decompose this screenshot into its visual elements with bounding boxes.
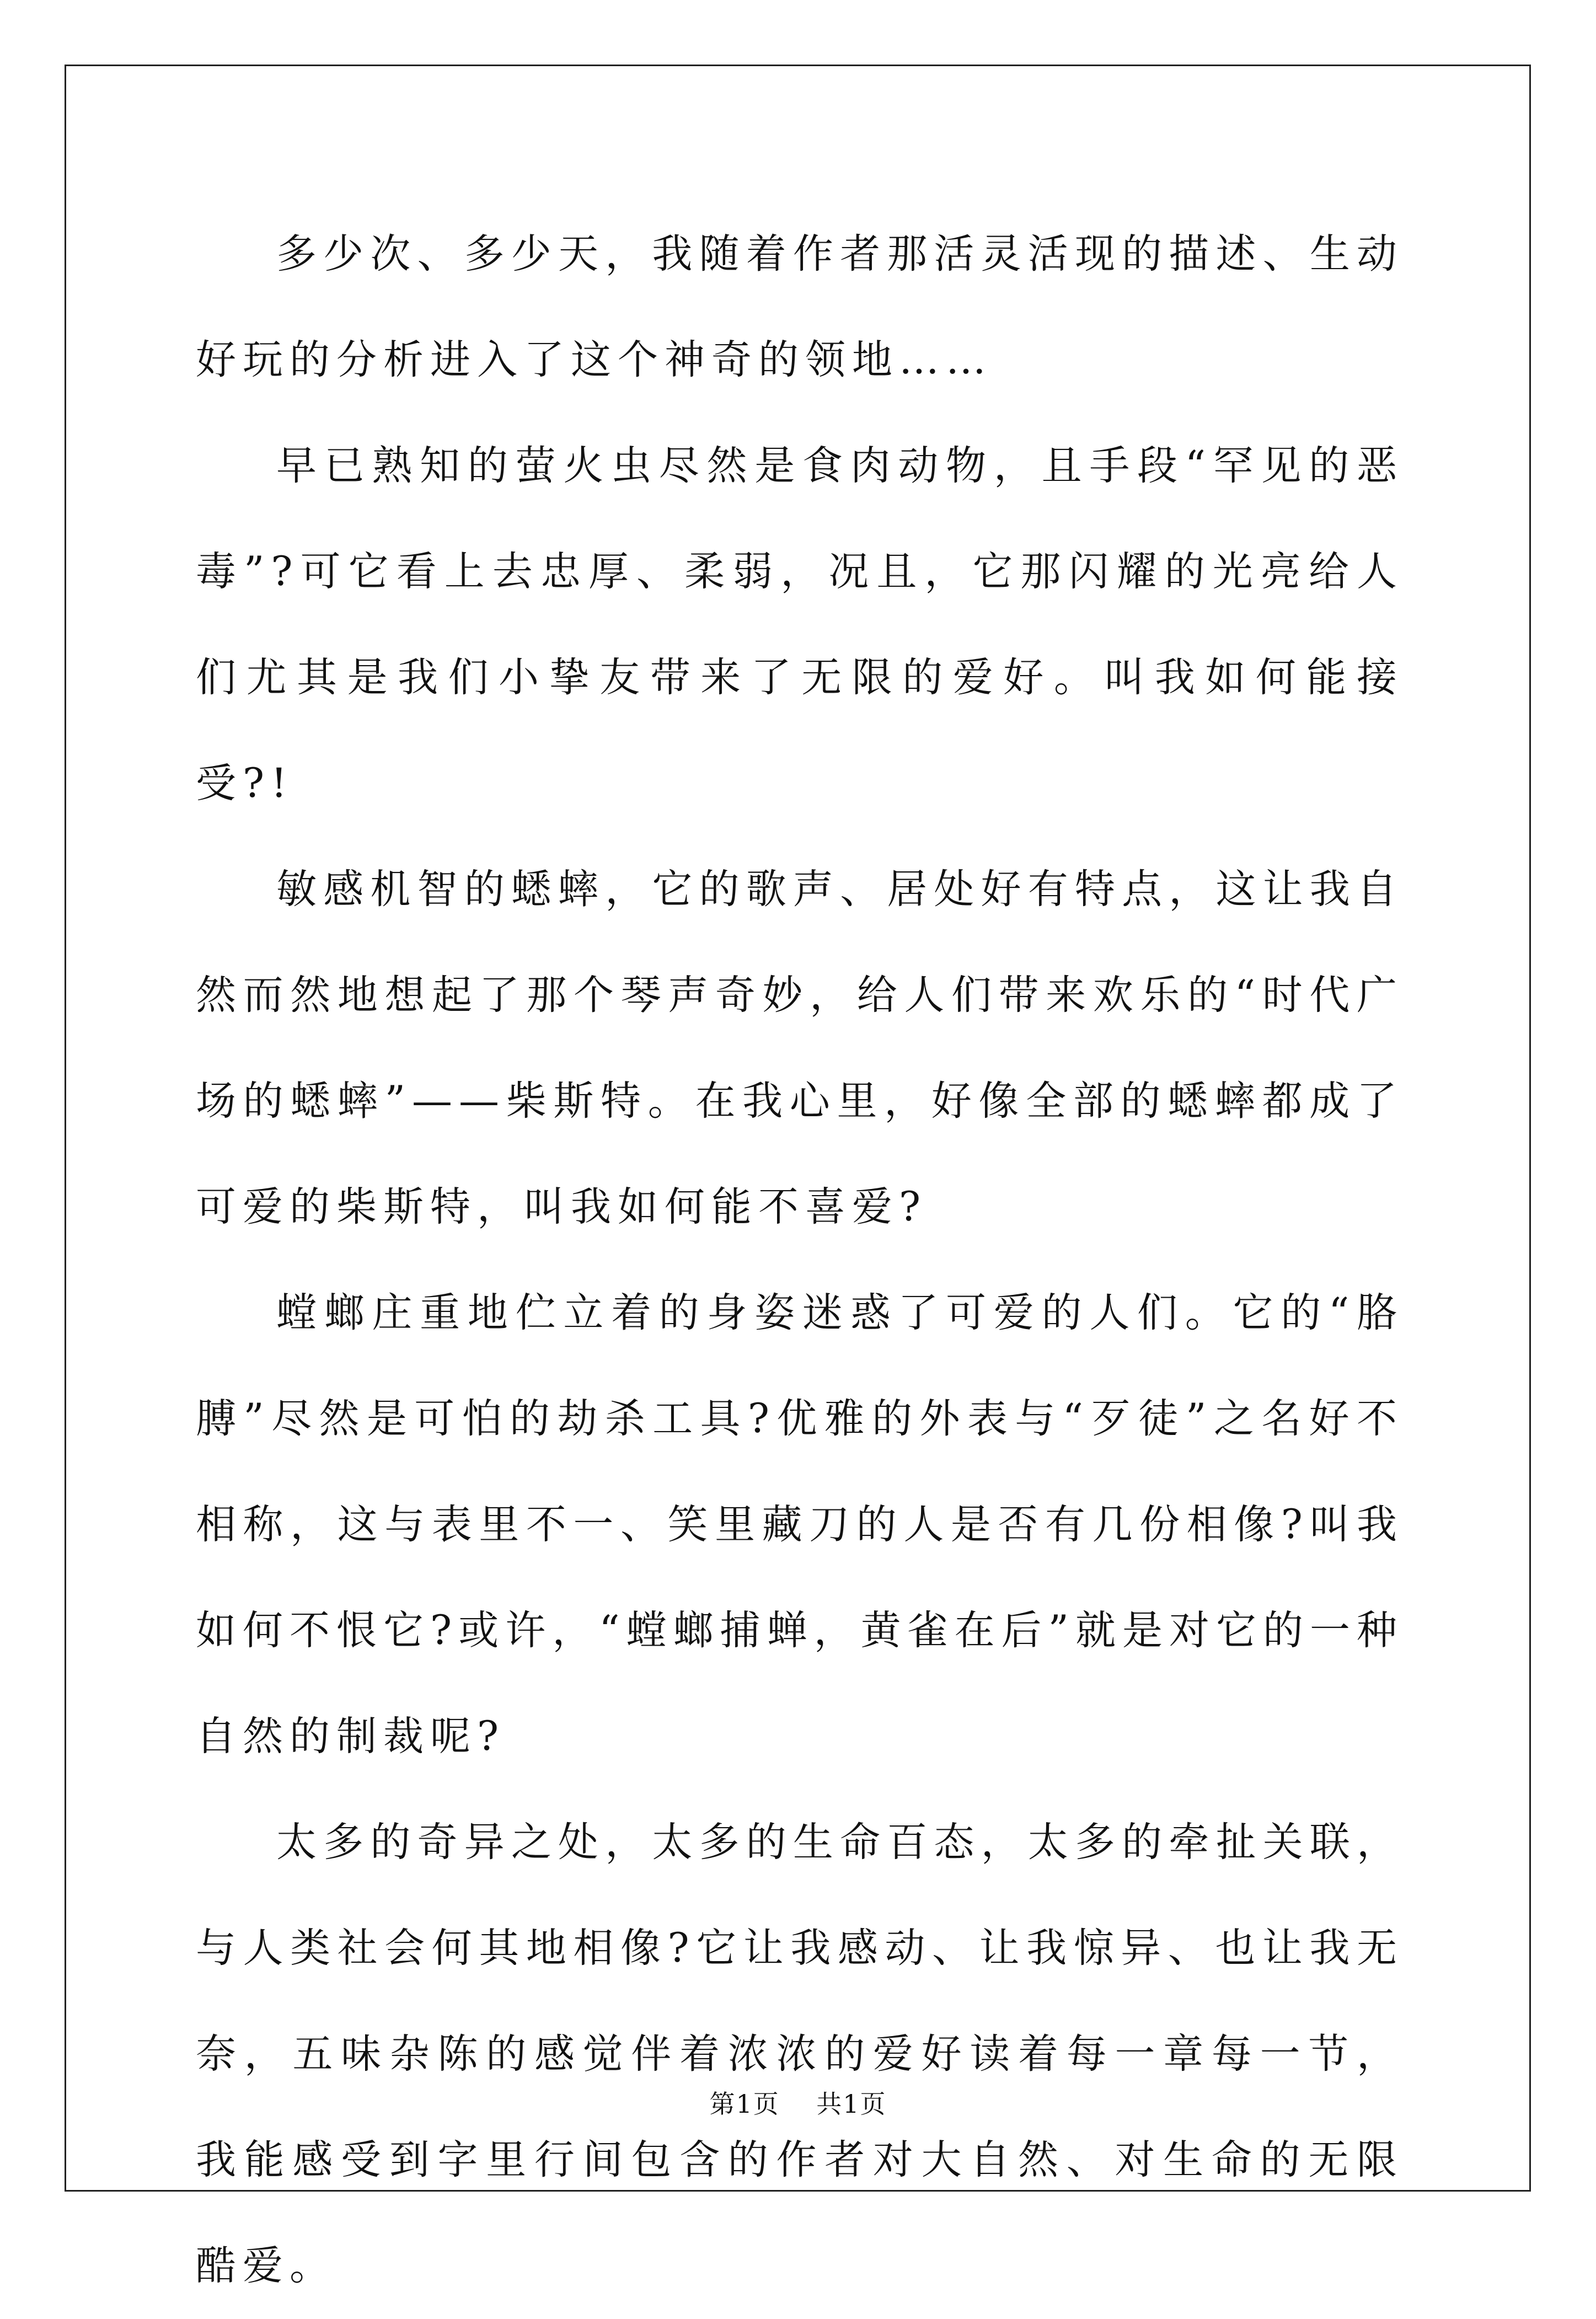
paragraph-5: 太多的奇异之处，太多的生命百态，太多的牵扯关联，与人类社会何其地相像?它让我感动、让我惊异、也让我无奈，五味杂陈的感觉伴着浓浓的爱好读着每一章每一节，我能感受到字里行间包含的作者对大自然、对生命的无限酷爱。 — [196, 1819, 1404, 2289]
page-total: 共1页 — [816, 2089, 887, 2119]
paragraph-1: 多少次、多少天，我随着作者那活灵活现的描述、生动好玩的分析进入了这个神奇的领地…… — [196, 231, 1404, 383]
page-number: 第1页 — [709, 2089, 780, 2119]
paragraph-4: 螳螂庄重地伫立着的身姿迷惑了可爱的人们。它的“胳膊”尽然是可怕的劫杀工具?优雅的外表与“歹徒”之名好不相称，这与表里不一、笑里藏刀的人是否有几份相像?叫我如何不恨它?或许，“螳螂捕蝉，黄雀在后”就是对它的一种自然的制裁呢? — [196, 1289, 1404, 1760]
paragraph-3: 敏感机智的蟋蟀，它的歌声、居处好有特点，这让我自然而然地想起了那个琴声奇妙，给人们带来欢乐的“时代广场的蟋蟀”——柴斯特。在我心里，好像全部的蟋蟀都成了可爱的柴斯特，叫我如何能不喜爱? — [196, 866, 1404, 1230]
document-body — [196, 201, 1404, 2319]
paragraph-2: 早已熟知的萤火虫尽然是食肉动物，且手段“罕见的恶毒”?可它看上去忠厚、柔弱，况且，它那闪耀的光亮给人们尤其是我们小挚友带来了无限的爱好。叫我如何能接受?! — [196, 442, 1404, 807]
page-footer — [0, 2087, 1596, 2120]
